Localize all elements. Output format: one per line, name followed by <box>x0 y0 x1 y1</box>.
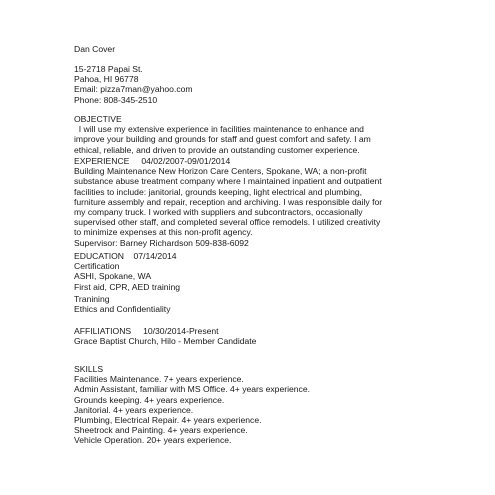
skill-item: Admin Assistant, familiar with MS Office. 4+ years experience. <box>74 384 311 395</box>
experience-line: furniture assembly and repair, reception and archiving. I was responsible daily for <box>74 196 383 207</box>
experience-line: supervised other staff, and completed several office remodels. I utilized creativity <box>74 217 381 228</box>
education-heading: EDUCATION 07/14/2014 <box>74 251 177 261</box>
objective-heading: OBJECTIVE <box>74 114 122 124</box>
education-line: Certification <box>74 261 120 272</box>
affiliations-heading: AFFILIATIONS 10/30/2014-Present <box>74 326 219 336</box>
supervisor-line: Supervisor: Barney Richardson 509-838-6092 <box>74 237 249 248</box>
experience-line: my company truck. I worked with suppliers and subcontractors, occasionally <box>74 207 363 218</box>
address-line-2: Pahoa, HI 96778 <box>74 74 139 85</box>
skill-item: Janitorial. 4+ years experience. <box>74 404 194 415</box>
education-line: ASHI, Spokane, WA <box>74 271 152 282</box>
skill-item: Facilities Maintenance. 7+ years experience. <box>74 374 244 385</box>
objective-line: I will use my extensive experience in facilities maintenance to enhance and <box>74 124 364 135</box>
skills-heading: SKILLS <box>74 364 104 374</box>
training-line: Ethics and Confidentiality <box>74 304 171 315</box>
skill-item: Grounds keeping. 4+ years experience. <box>74 394 225 405</box>
experience-line: to minimize expenses at this non-profit agency. <box>74 227 253 238</box>
education-line: First aid, CPR, AED training <box>74 281 181 292</box>
training-section <box>74 294 484 314</box>
experience-heading: EXPERIENCE 04/02/2007-09/01/2014 <box>74 156 231 166</box>
experience-line: substance abuse treatment company where I maintained inpatient and outpatient <box>74 176 382 187</box>
address-line-1: 15-2718 Papai St. <box>74 64 143 74</box>
skill-item: Vehicle Operation. 20+ years experience. <box>74 435 232 446</box>
objective-line: improve your building and grounds for staff and guest comfort and safety. I am <box>74 134 371 145</box>
objective-line: ethical, reliable, and driven to provide an outstanding customer experience. <box>74 144 360 155</box>
experience-line: Building Maintenance New Horizon Care Centers, Spokane, WA; a non-profit <box>74 166 367 177</box>
contact-block <box>74 64 484 105</box>
affiliations-line: Grace Baptist Church, Hilo - Member Candidate <box>74 336 257 347</box>
education-section <box>74 251 484 292</box>
experience-section <box>74 156 484 248</box>
email-line: Email: pizza7man@yahoo.com <box>74 84 193 95</box>
skill-item: Plumbing, Electrical Repair. 4+ years experience. <box>74 415 262 426</box>
objective-section <box>74 114 484 155</box>
skills-section <box>74 364 484 446</box>
phone-line: Phone: 808-345-2510 <box>74 94 158 105</box>
resume-name: Dan Cover <box>74 44 116 54</box>
skill-item: Sheetrock and Painting. 4+ years experience. <box>74 425 248 436</box>
resume-name-block <box>74 44 484 54</box>
affiliations-section <box>74 326 484 346</box>
experience-line: facilities to include: janitorial, grounds keeping, light electrical and plumbing, <box>74 186 363 197</box>
training-heading: Tranining <box>74 294 110 304</box>
